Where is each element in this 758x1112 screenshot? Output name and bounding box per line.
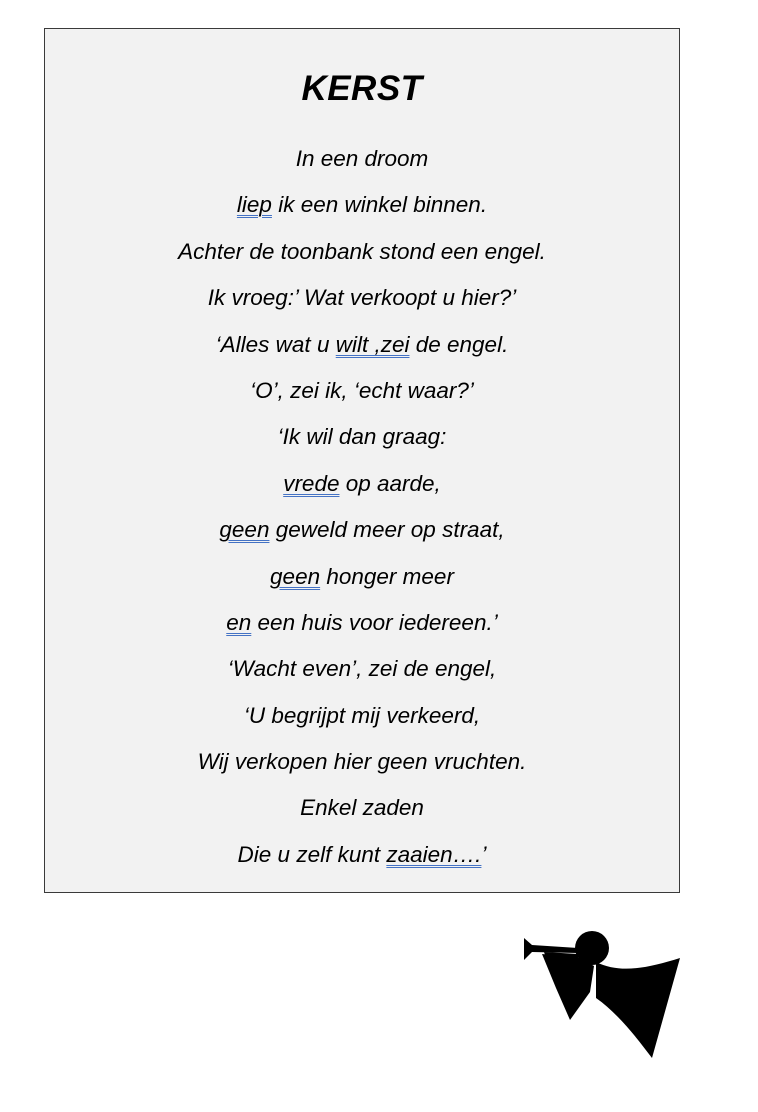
line-text-post: ‘Ik wil dan graag: xyxy=(277,424,447,450)
spellcheck-flagged-word: wilt ,zei xyxy=(335,331,410,357)
angel-arm xyxy=(544,952,578,959)
line-text-post: In een droom xyxy=(295,146,429,171)
line-text-pre: Die u zelf kunt xyxy=(237,841,387,867)
poem-line xyxy=(45,606,679,652)
angel-robe xyxy=(542,954,594,1020)
spellcheck-flagged-word: en xyxy=(226,609,252,635)
line-text-post: geweld meer op straat, xyxy=(269,517,505,543)
line-text-post: een huis voor iedereen.’ xyxy=(251,609,498,635)
line-text-post: ‘O’, zei ik, ‘echt waar?’ xyxy=(250,377,474,403)
poem-line xyxy=(45,467,679,513)
spellcheck-flagged-word: liep xyxy=(236,192,272,218)
line-text-post: Ik vroeg:’ Wat verkoopt u hier?’ xyxy=(207,285,517,311)
line-text-post: Wij verkopen hier geen vruchten. xyxy=(197,749,527,775)
line-text-post: ’ xyxy=(481,841,487,867)
poem-line xyxy=(45,699,679,745)
poem-line xyxy=(45,420,679,466)
poem-line xyxy=(45,142,679,188)
poem-title: KERST xyxy=(301,69,423,108)
spellcheck-flagged-word: geen xyxy=(219,517,270,543)
line-text-post: op aarde, xyxy=(339,470,441,496)
spellcheck-flagged-word: zaaien…. xyxy=(386,841,482,867)
line-text-post: honger meer xyxy=(320,563,454,589)
poem-line xyxy=(45,188,679,234)
poem-line xyxy=(45,745,679,791)
angel-wing xyxy=(596,958,680,1058)
spellcheck-flagged-word: vrede xyxy=(283,470,340,496)
line-text-post: de engel. xyxy=(409,331,509,357)
angel-with-trumpet-icon xyxy=(520,928,684,1062)
poem-line xyxy=(45,560,679,606)
poem-line xyxy=(45,281,679,327)
line-text-post: ‘U begrijpt mij verkeerd, xyxy=(243,702,481,728)
spellcheck-flagged-word: geen xyxy=(270,563,321,589)
line-text-pre: ‘Alles wat u xyxy=(215,331,336,357)
poem-line xyxy=(45,513,679,559)
poem-box xyxy=(44,28,680,893)
line-text-post: ‘Wacht even’, zei de engel, xyxy=(227,656,497,682)
line-text-post: Enkel zaden xyxy=(300,795,424,821)
poem-line xyxy=(45,328,679,374)
poem-lines xyxy=(45,142,679,884)
poem-line xyxy=(45,791,679,837)
poem-line xyxy=(45,235,679,281)
line-text-post: ik een winkel binnen. xyxy=(271,192,488,218)
poem-line xyxy=(45,652,679,698)
poem-line xyxy=(45,374,679,420)
poem-line xyxy=(45,838,679,884)
line-text-post: Achter de toonbank stond een engel. xyxy=(178,238,546,264)
